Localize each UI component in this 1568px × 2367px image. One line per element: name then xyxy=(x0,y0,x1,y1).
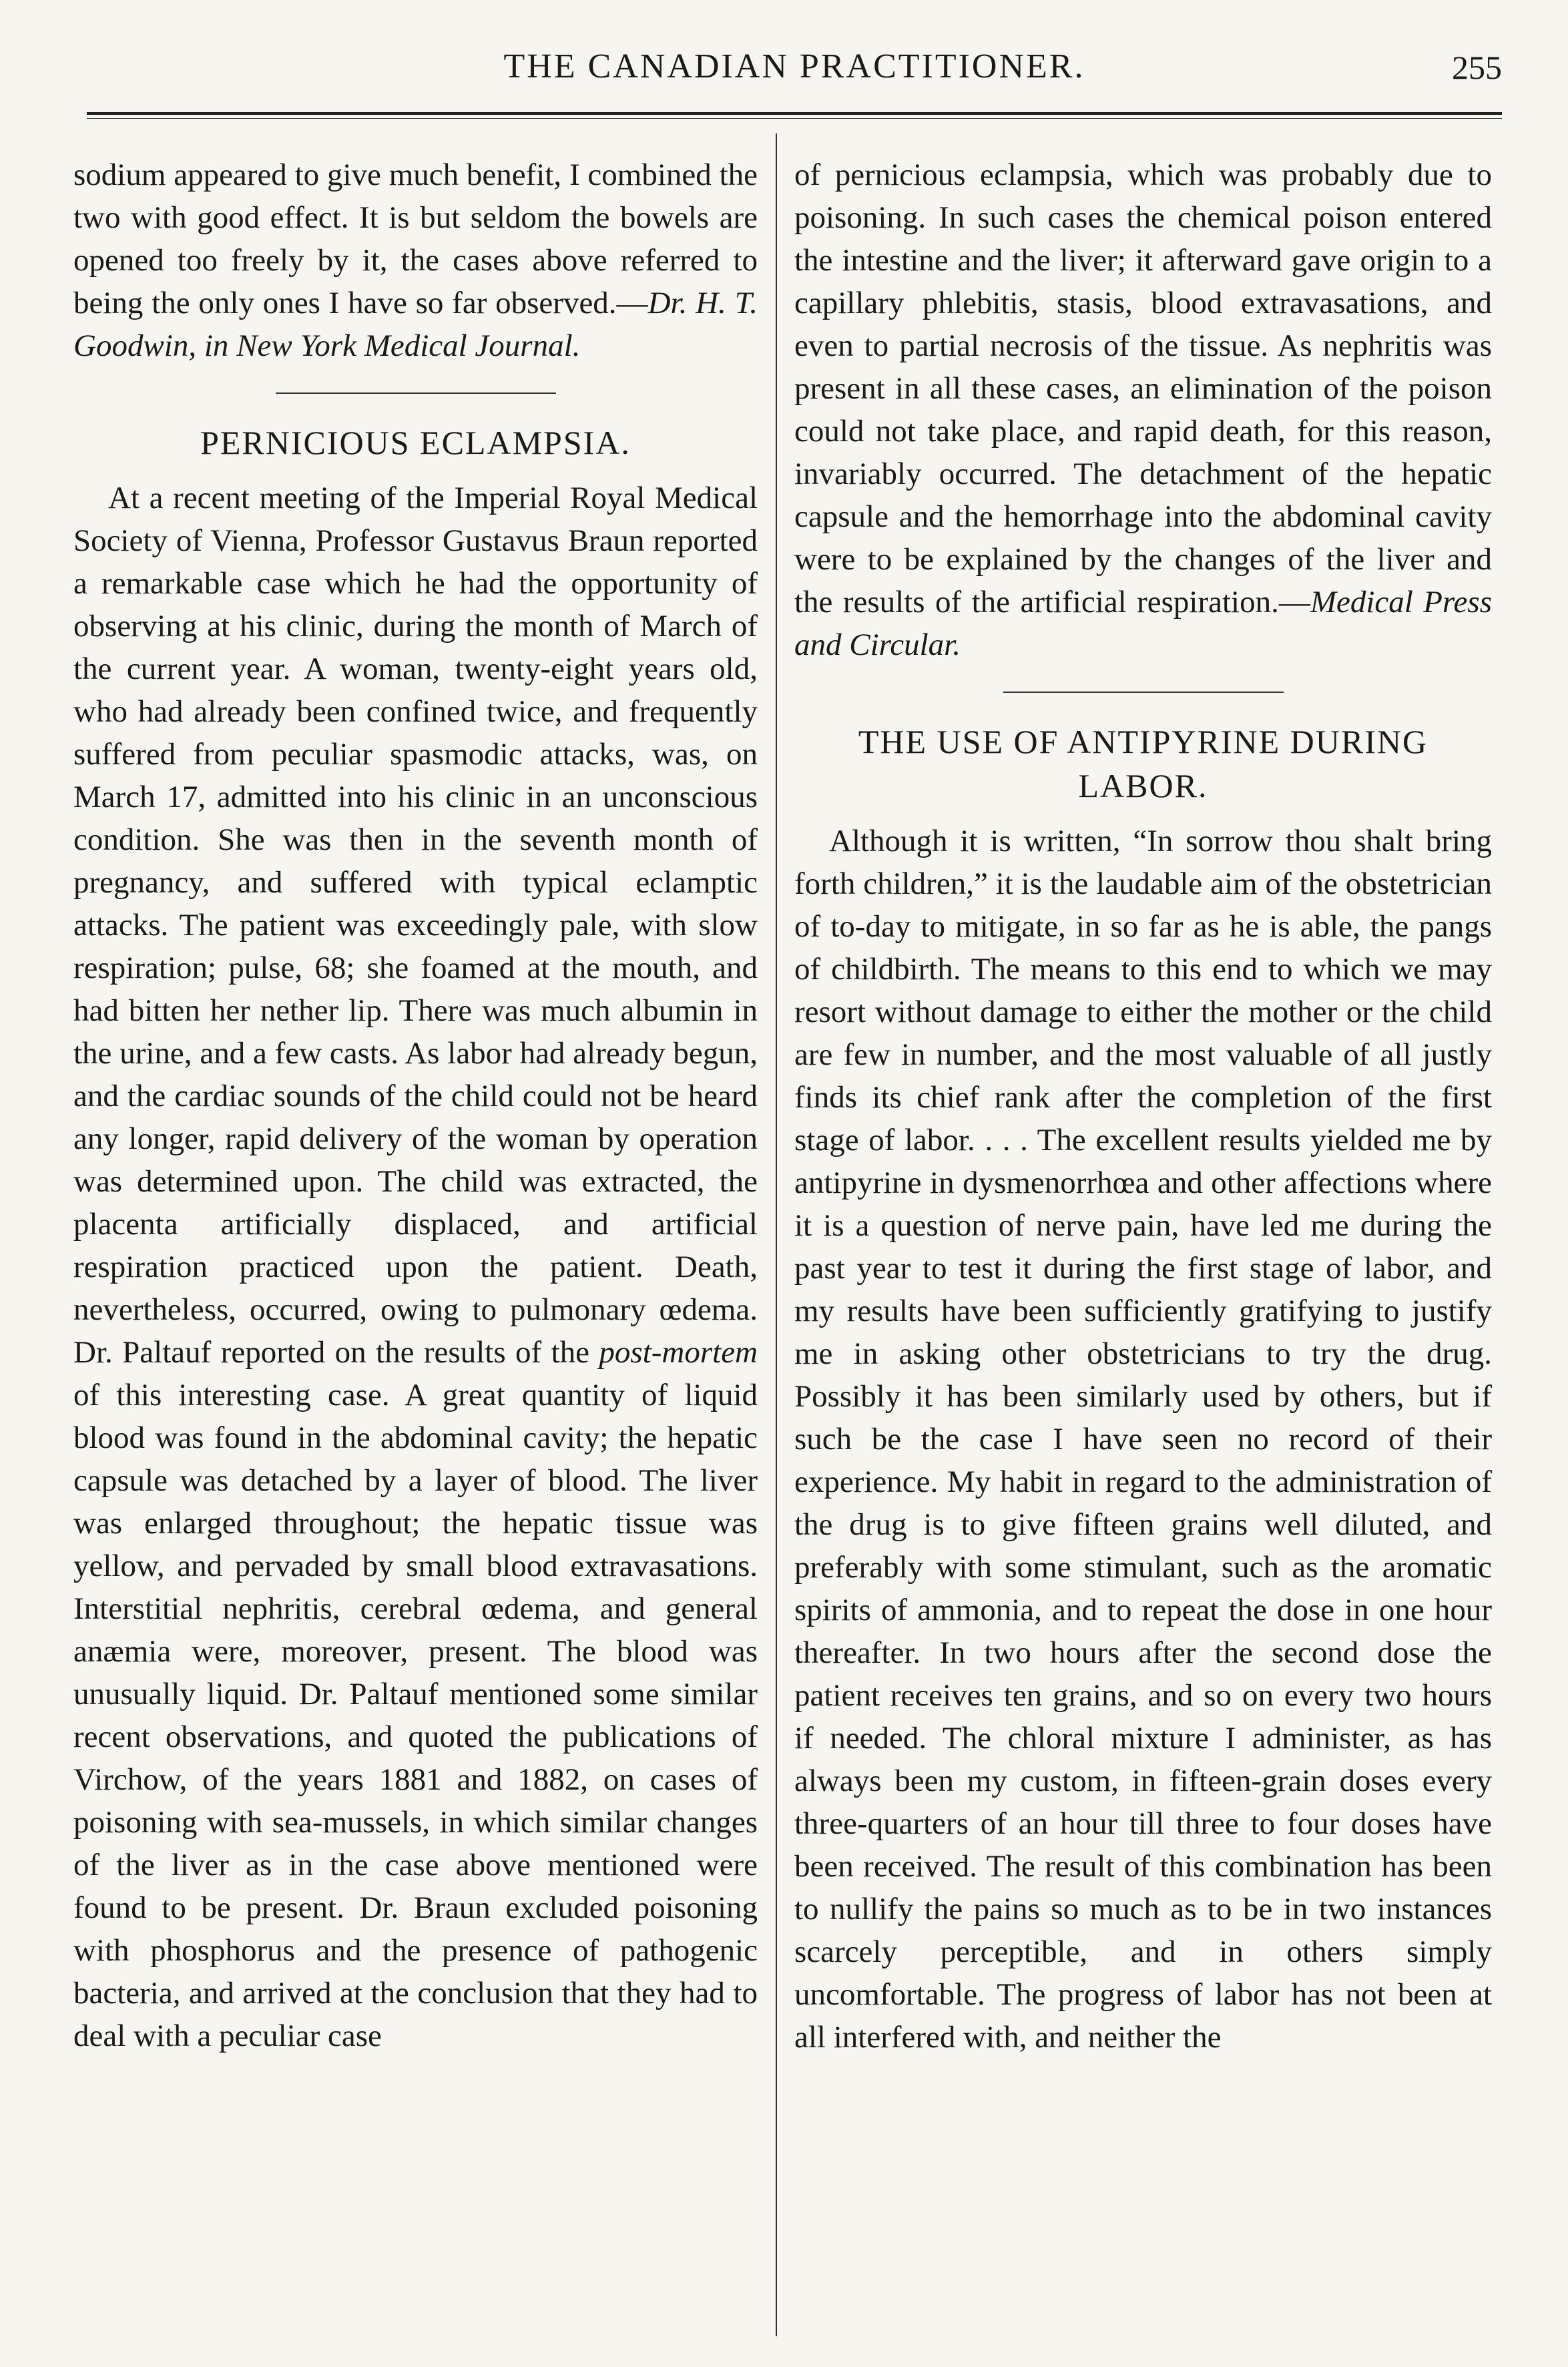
article-heading: PERNICIOUS ECLAMPSIA. xyxy=(200,424,631,461)
article-paragraph: Although it is written, “In sorrow thou shalt bring forth children,” it is the laudable aim of the obstetrician of to-day to mitigate, in so far as he is able, the pangs of childbirth. The means to this end to which we may resort without damage to either the mother or the child are few in number, and the most valuable of all justly finds its chief rank after the completion of the first stage of labor. . . . The excellent results yielded me by antipyrine in dysmenorrhœa and other affections where it is a question of nerve pain, have led me during the past year to test it during the first stage of labor, and my results have been sufficiently gratifying to justify me in asking other obstetricians to try the drug. Possibly it has been similarly used by others, but if such be the case I have seen no record of their experience. My habit in regard to the administration of the drug is to give fifteen grains well diluted, and preferably with some stimulant, such as the aromatic spirits of ammonia, and to repeat the dose in one hour thereafter. In two hours after the second dose the patient receives ten grains, and so on every two hours if needed. The chloral mixture I administer, as has always been my custom, in fifteen-grain doses every three-quarters of an hour till three to four doses have been received. The result of this combination has been to nullify the pains so much as to be in two instances scarcely perceptible, and in others simply uncomfortable. The progress of labor has not been at all interfered with, and neither the xyxy=(794,824,1492,2055)
paragraph-text: At a recent meeting of the Imperial Royal Medical Society of Vienna, Professor Gustavus Braun reported a remarkable case which he had the opportunity of observing at his clinic, during the month of March of the current year. A woman, twenty-eight years old, who had already been confined twice, and frequently suffered from peculiar spasmodic attacks, was, on March 17, admitted into his clinic in an unconscious condition. She was then in the seventh month of pregnancy, and suffered with typical eclamptic attacks. The patient was exceedingly pale, with slow respiration; pulse, 68; she foamed at the mouth, and had bitten her nether lip. There was much albumin in the urine, and a few casts. As labor had already begun, and the cardiac sounds of the child could not be heard any longer, rapid delivery of the woman by operation was determined upon. The child was extracted, the placenta artificially displaced, and artificial respiration practiced upon the patient. Death, nevertheless, occurred, owing to pulmonary œdema. Dr. Paltauf reported on the results of the xyxy=(73,481,758,1370)
left-column xyxy=(73,154,758,2057)
paragraph-text: of pernicious eclampsia, which was probably due to poisoning. In such cases the chemical poison entered the intestine and the liver; it afterward gave origin to a capillary phlebitis, stasis, blood extravasations, and even to partial necrosis of the tissue. As nephritis was present in all these cases, an elimination of the poison could not take place, and rapid death, for this reason, invariably occurred. The detachment of the hepatic capsule and the hemorrhage into the abdominal cavity were to be explained by the changes of the liver and the results of the artificial respiration.— xyxy=(794,158,1492,619)
right-column xyxy=(794,154,1492,2059)
section-divider xyxy=(276,392,556,394)
page-number: 255 xyxy=(1452,49,1502,86)
article-heading: THE USE OF ANTIPYRINE DURING LABOR. xyxy=(858,723,1428,804)
header-rule xyxy=(87,112,1502,115)
paragraph-text-cont: of this interesting case. A great quantity of liquid blood was found in the abdominal cavity; the hepatic capsule was detached by a layer of blood. The liver was enlarged throughout; the hepatic tissue was yellow, and pervaded by small blood extravasations. Interstitial nephritis, cerebral œdema, and general anæmia were, moreover, present. The blood was unusually liquid. Dr. Paltauf mentioned some similar recent observations, and quoted the publications of Virchow, of the years 1881 and 1882, on cases of poisoning with sea-mussels, in which similar changes of the liver as in the case above mentioned were found to be present. Dr. Braun excluded poisoning with phosphorus and the presence of pathogenic bacteria, and arrived at the conclusion that they had to deal with a peculiar case xyxy=(73,1378,758,2053)
page-header xyxy=(87,41,1502,108)
article-paragraph xyxy=(73,477,758,2057)
header-rule-thin xyxy=(87,118,1502,119)
running-title: THE CANADIAN PRACTITIONER. xyxy=(503,47,1085,85)
citation: Medical Press and Circular. xyxy=(794,585,1492,662)
continued-paragraph xyxy=(794,154,1492,666)
section-divider xyxy=(1003,692,1284,693)
paragraph-text: sodium appeared to give much benefit, I combined the two with good effect. It is but seldom the bowels are opened too freely by it, the cases above referred to being the only ones I have so far observed.— xyxy=(73,158,758,320)
column-divider xyxy=(776,134,777,2336)
citation: Dr. H. T. Goodwin, in New York Medical Journal. xyxy=(73,286,758,363)
continued-paragraph xyxy=(73,154,758,367)
italic-term: post-mortem xyxy=(599,1335,758,1370)
